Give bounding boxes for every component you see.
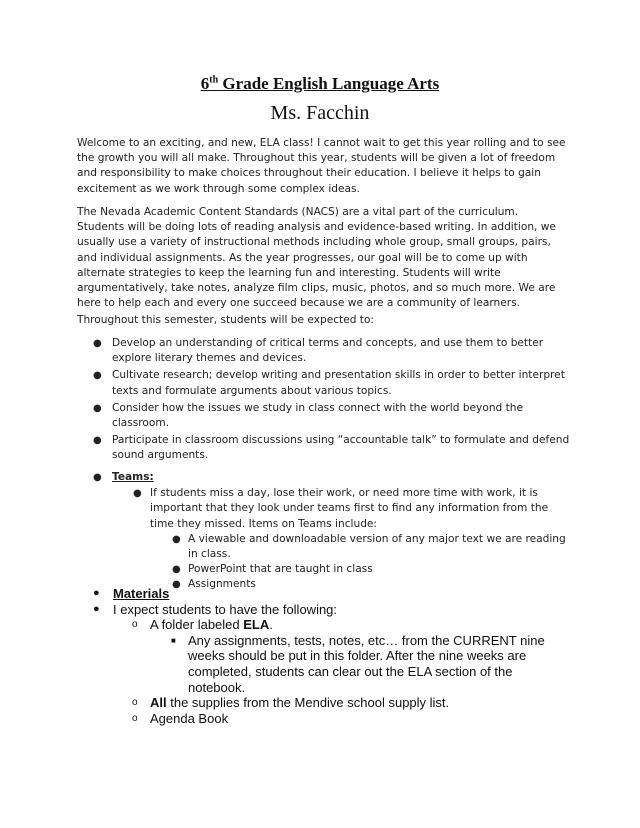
materials-section	[77, 586, 572, 726]
title-rest: Grade English Language Arts	[218, 74, 440, 93]
bullet-icon: ●	[93, 472, 102, 483]
bullet-icon: ●	[93, 602, 100, 615]
title-grade: 6	[200, 74, 210, 93]
teams-detail: ● If students miss a day, lose their work, or need more time with work, it is important that they look under teams first to find any information from the time they missed. Items on Teams include:	[133, 487, 549, 530]
bullet-icon: ●	[93, 338, 102, 349]
list-item: ● A viewable and downloadable version of any major text we are reading in class.	[172, 532, 566, 561]
list-item: o Agenda Book	[132, 710, 229, 726]
list-item: ● Consider how the issues we study in class connect with the world beyond the classroom.	[93, 401, 524, 430]
bullet-icon: ●	[172, 579, 181, 591]
title-superscript: th	[209, 74, 219, 86]
teams-heading: ● Teams:	[77, 470, 572, 485]
list-item: o A folder labeled ELA.	[132, 617, 273, 633]
list-item: ● Cultivate research; develop writing and presentation skills in order to better interpret texts and formulate arguments about various topics.	[93, 369, 565, 397]
bullet-icon: ●	[93, 587, 100, 599]
expectations-list	[77, 336, 572, 466]
circle-bullet-icon: o	[132, 697, 138, 709]
list-item: o All the supplies from the Mendive school supply list.	[132, 695, 450, 711]
materials-heading: ● Materials	[93, 586, 170, 601]
bullet-icon: ●	[133, 488, 142, 500]
circle-bullet-icon: o	[132, 619, 138, 631]
teacher-name: Ms. Facchin	[270, 102, 370, 124]
list-item: ■ Any assignments, tests, notes, etc… from the CURRENT nine weeks should be put in this folder. After the nine weeks are completed, students can clear out the ELA section of the notebook.	[171, 632, 545, 695]
bullet-icon: ●	[172, 564, 181, 576]
bullet-icon: ●	[93, 370, 102, 382]
bullet-icon: ●	[93, 402, 102, 414]
list-item: ● PowerPoint that are taught in class	[77, 562, 572, 577]
circle-bullet-icon: o	[132, 712, 138, 724]
bullet-icon: ●	[172, 533, 181, 545]
page-title	[0, 74, 640, 94]
list-item: ● Participate in classroom discussions using “accountable talk” to formulate and defend sound arguments.	[93, 434, 570, 462]
bullet-icon: ●	[93, 435, 102, 447]
list-item: ● Develop an understanding of critical terms and concepts, and use them to better explore literary themes and devices.	[93, 337, 544, 365]
teams-section	[77, 470, 572, 593]
materials-intro: ● I expect students to have the following:	[93, 601, 338, 617]
expectations-intro: Throughout this semester, students will be expected to:	[77, 314, 375, 326]
standards-paragraph: The Nevada Academic Content Standards (NACS) are a vital part of the curriculum. Students will be doing lots of reading analysis and evidence-based writing. In addition, we usually use a variety of instructional methods including whole group, small groups, pairs, and individual assignments. As the year progresses, our goal will be to come up with alternate strategies to keep the learning fun and interesting. Students will write argumentatively, take notes, analyze film clips, music, photos, and so much more. We are here to help each and every one succeed because we are a community of learners.	[77, 206, 556, 310]
list-item: ● Assignments	[77, 577, 572, 592]
square-bullet-icon: ■	[171, 635, 176, 645]
welcome-paragraph: Welcome to an exciting, and new, ELA class! I cannot wait to get this year rolling and to see the growth you will all make. Throughout this year, students will be given a lot of freedom and responsibility to make choices throughout their education. I believe it helps to gain excitement as we work through some complex ideas.	[77, 137, 566, 195]
